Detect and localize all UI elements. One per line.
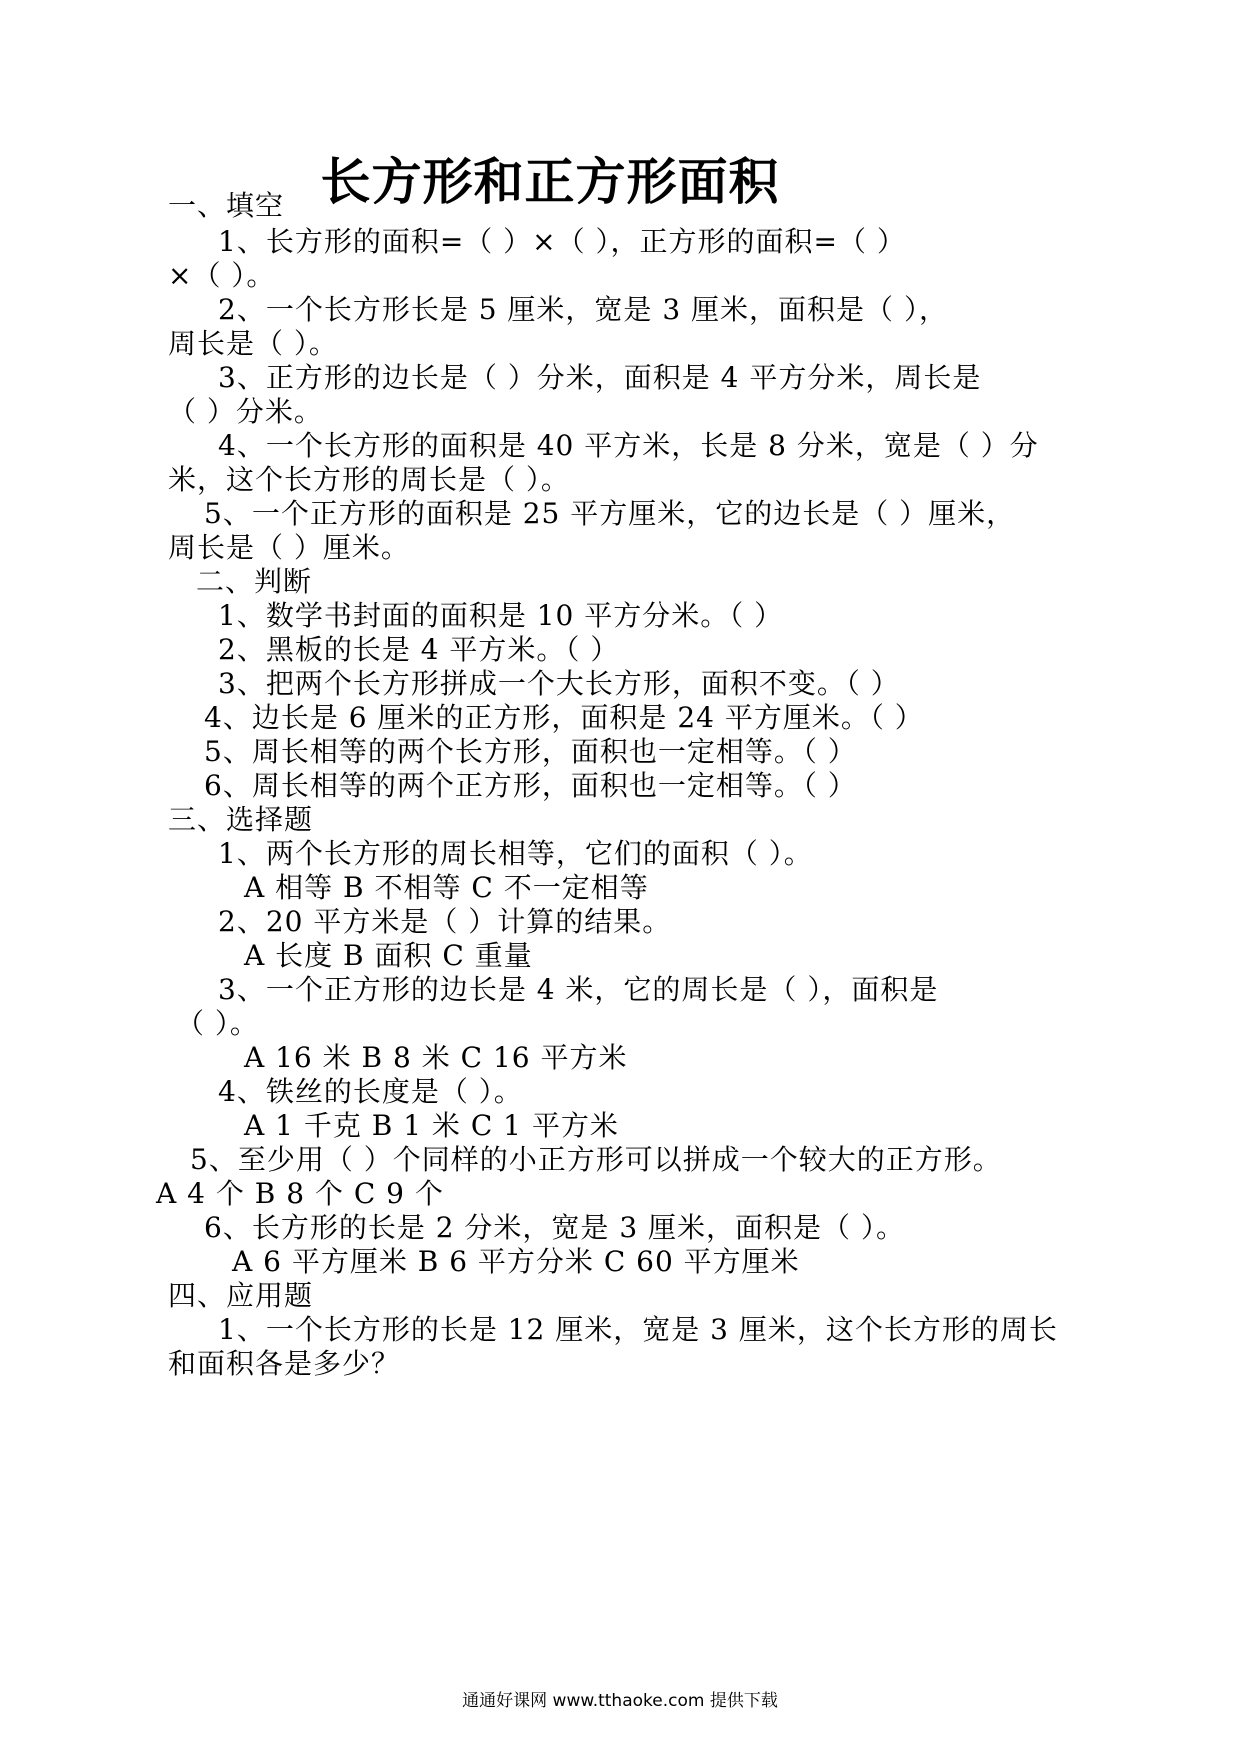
choice-q6-options: A 6 平方厘米 B 6 平方分米 C 60 平方厘米 xyxy=(232,1245,800,1278)
fill-q5-line1: 5、一个正方形的面积是 25 平方厘米，它的边长是（ ）厘米， xyxy=(204,497,1016,530)
section-choice-heading: 三、选择题 xyxy=(168,803,314,836)
section-judge-heading: 二、判断 xyxy=(196,565,313,598)
fill-q3-line1: 3、正方形的边长是（ ）分米，面积是 4 平方分米，周长是 xyxy=(218,361,982,394)
judge-q1: 1、数学书封面的面积是 10 平方分米。（ ） xyxy=(218,599,784,632)
choice-q2: 2、20 平方米是（ ）计算的结果。 xyxy=(218,905,672,938)
fill-q1-line1: 1、长方形的面积=（ ）×（ ），正方形的面积=（ ） xyxy=(218,225,906,258)
fill-q1-line2: ×（ ）。 xyxy=(168,259,276,292)
choice-q1-options: A 相等 B 不相等 C 不一定相等 xyxy=(244,871,649,904)
choice-q5-options: A 4 个 B 8 个 C 9 个 xyxy=(156,1177,444,1210)
fill-q5-line2: 周长是（ ）厘米。 xyxy=(168,531,410,564)
fill-q2-line1: 2、一个长方形长是 5 厘米，宽是 3 厘米，面积是（ ）， xyxy=(218,293,948,326)
fill-q3-line2: （ ）分米。 xyxy=(168,395,323,428)
judge-q5: 5、周长相等的两个长方形，面积也一定相等。（ ） xyxy=(204,735,857,768)
section-fill-heading: 一、填空 xyxy=(168,189,285,222)
apply-q1-line1: 1、一个长方形的长是 12 厘米，宽是 3 厘米，这个长方形的周长 xyxy=(218,1313,1058,1346)
choice-q5: 5、至少用（ ）个同样的小正方形可以拼成一个较大的正方形。 xyxy=(190,1143,1002,1176)
section-apply-heading: 四、应用题 xyxy=(168,1279,314,1312)
page-footer: 通通好课网 www.tthaoke.com 提供下载 xyxy=(462,1691,778,1711)
choice-q3-options: A 16 米 B 8 米 C 16 平方米 xyxy=(244,1041,628,1074)
choice-q4-options: A 1 千克 B 1 米 C 1 平方米 xyxy=(244,1109,619,1142)
choice-q3-line1: 3、一个正方形的边长是 4 米，它的周长是（ ），面积是 xyxy=(218,973,939,1006)
fill-q4-line1: 4、一个长方形的面积是 40 平方米，长是 8 分米，宽是（ ）分 xyxy=(218,429,1039,462)
choice-q3-line2: （ ）。 xyxy=(176,1007,259,1040)
fill-q4-line2: 米，这个长方形的周长是（ ）。 xyxy=(168,463,570,496)
judge-q2: 2、黑板的长是 4 平方米。（ ） xyxy=(218,633,620,666)
apply-q1-line2: 和面积各是多少？ xyxy=(168,1347,401,1380)
judge-q3: 3、把两个长方形拼成一个大长方形，面积不变。（ ） xyxy=(218,667,900,700)
choice-q2-options: A 长度 B 面积 C 重量 xyxy=(244,939,533,972)
page-title: 长方形和正方形面积 xyxy=(320,152,780,211)
fill-q2-line2: 周长是（ ）。 xyxy=(168,327,338,360)
judge-q4: 4、边长是 6 厘米的正方形，面积是 24 平方厘米。（ ） xyxy=(204,701,924,734)
choice-q1: 1、两个长方形的周长相等，它们的面积（ ）。 xyxy=(218,837,813,870)
choice-q6: 6、长方形的长是 2 分米，宽是 3 厘米，面积是（ ）。 xyxy=(204,1211,905,1244)
choice-q4: 4、铁丝的长度是（ ）。 xyxy=(218,1075,523,1108)
judge-q6: 6、周长相等的两个正方形，面积也一定相等。（ ） xyxy=(204,769,857,802)
